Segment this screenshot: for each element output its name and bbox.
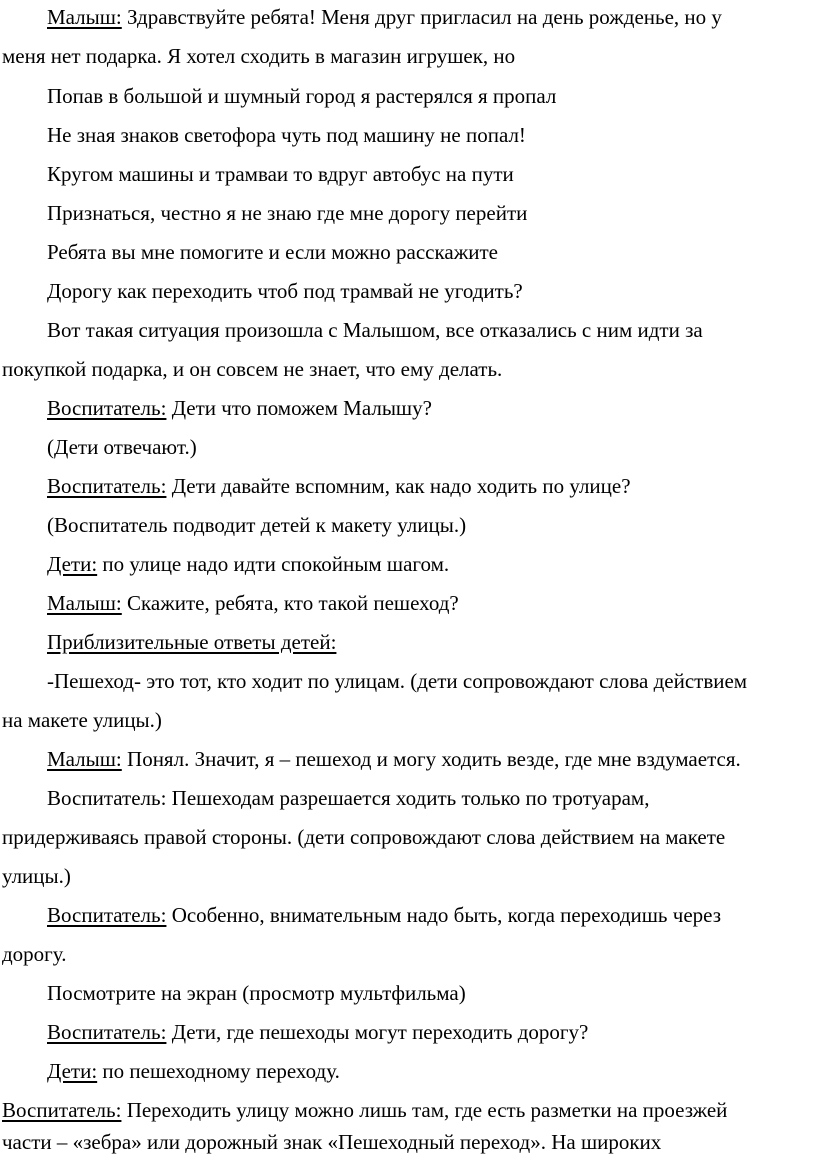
line-text: по улице надо идти спокойным шагом. (97, 552, 450, 576)
line-text: Попав в большой и шумный город я растерялся я пропал (47, 84, 557, 108)
line-text: Дети что поможем Малышу? (166, 396, 432, 420)
line-text: Кругом машины и трамваи то вдруг автобус на пути (47, 162, 514, 186)
line-6 (0, 200, 816, 226)
line-text: -Пешеход- это тот, кто ходит по улицам. (дети сопровождают слова действием (47, 669, 748, 693)
line-19 (0, 707, 816, 733)
line-12 (0, 434, 816, 460)
line-text: Дети давайте вспомним, как надо ходить по улице? (166, 474, 631, 498)
line-text: части – «зебра» или дорожный знак «Пешеходный переход». На широких (2, 1130, 662, 1154)
speaker-label: Малыш: (47, 5, 122, 29)
speaker-label: Воспитатель: (47, 474, 167, 498)
line-27 (0, 1019, 816, 1045)
line-text: Дети, где пешеходы могут переходить дорогу? (166, 1020, 589, 1044)
line-21 (0, 785, 816, 811)
line-text: Вот такая ситуация произошла с Малышом, все отказались с ним идти за (47, 318, 703, 342)
line-8 (0, 278, 816, 304)
line-text: Не зная знаков светофора чуть под машину не попал! (47, 123, 526, 147)
line-text: Скажите, ребята, кто такой пешеход? (121, 591, 459, 615)
line-text: (Воспитатель подводит детей к макету улицы.) (47, 513, 467, 537)
line-15 (0, 551, 816, 577)
line-17 (0, 629, 816, 655)
line-20 (0, 746, 816, 772)
line-14 (0, 512, 816, 538)
line-text: Ребята вы мне помогите и если можно расскажите (47, 240, 498, 264)
speaker-label: Воспитатель: (47, 396, 167, 420)
line-text: Воспитатель: Пешеходам разрешается ходить только по тротуарам, (47, 786, 650, 810)
speaker-label: Воспитатель: (2, 1098, 122, 1122)
speaker-label: Дети: (47, 552, 98, 576)
line-26 (0, 980, 816, 1006)
line-text: Признаться, честно я не знаю где мне дорогу перейти (47, 201, 528, 225)
line-text: меня нет подарка. Я хотел сходить в магазин игрушек, но (2, 44, 516, 68)
line-22 (0, 824, 816, 850)
line-7 (0, 239, 816, 265)
line-23 (0, 863, 816, 889)
line-25 (0, 941, 816, 967)
line-18 (0, 668, 816, 694)
line-text: улицы.) (2, 864, 71, 888)
speaker-label: Воспитатель: (47, 903, 167, 927)
line-13 (0, 473, 816, 499)
line-text: придерживаясь правой стороны. (дети сопровождают слова действием на макете (2, 825, 726, 849)
line-1 (0, 4, 816, 30)
line-2 (0, 43, 816, 69)
line-10 (0, 356, 816, 382)
speaker-label: Малыш: (47, 747, 122, 771)
line-text: Переходить улицу можно лишь там, где есть разметки на проезжей (121, 1098, 728, 1122)
line-text: Понял. Значит, я – пешеход и могу ходить везде, где мне вздумается. (121, 747, 741, 771)
line-text: покупкой подарка, и он совсем не знает, что ему делать. (2, 357, 503, 381)
line-29 (0, 1097, 816, 1123)
line-text: Посмотрите на экран (просмотр мультфильма) (47, 981, 466, 1005)
line-text: на макете улицы.) (2, 708, 162, 732)
speaker-label: Воспитатель: (47, 1020, 167, 1044)
speaker-label: Приблизительные ответы детей: (47, 630, 337, 654)
line-text: дорогу. (2, 942, 67, 966)
line-30 (0, 1129, 816, 1155)
line-9 (0, 317, 816, 343)
line-28 (0, 1058, 816, 1084)
speaker-label: Дети: (47, 1059, 98, 1083)
line-4 (0, 122, 816, 148)
line-3 (0, 83, 816, 109)
line-text: Дорогу как переходить чтоб под трамвай не угодить? (47, 279, 523, 303)
line-text: Особенно, внимательным надо быть, когда переходишь через (166, 903, 722, 927)
line-16 (0, 590, 816, 616)
speaker-label: Малыш: (47, 591, 122, 615)
line-5 (0, 161, 816, 187)
line-11 (0, 395, 816, 421)
line-text: Здравствуйте ребята! Меня друг пригласил на день рожденье, но у (121, 5, 722, 29)
line-text: по пешеходному переходу. (97, 1059, 340, 1083)
line-text: (Дети отвечают.) (47, 435, 197, 459)
line-24 (0, 902, 816, 928)
